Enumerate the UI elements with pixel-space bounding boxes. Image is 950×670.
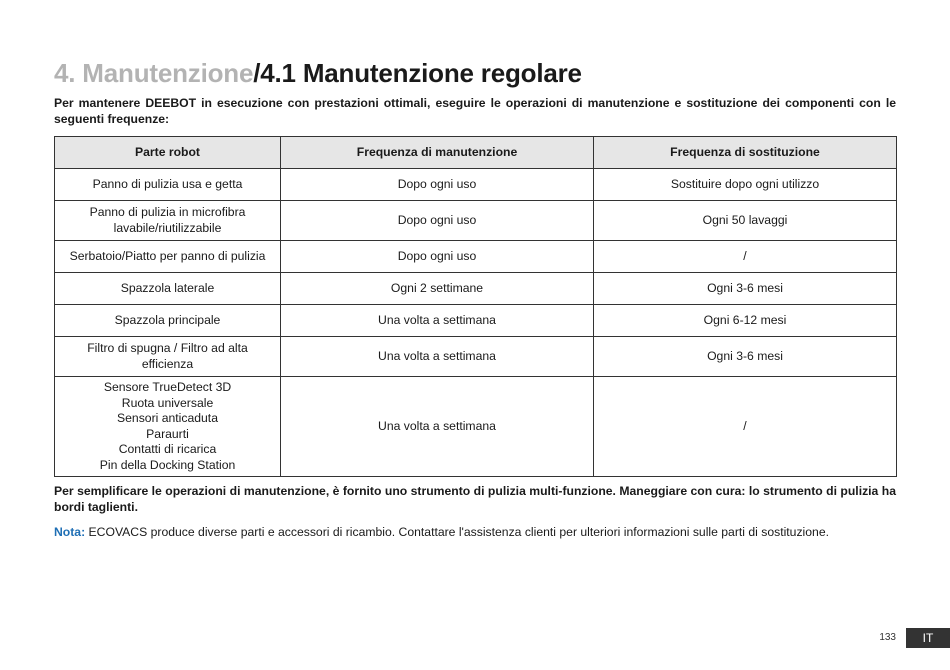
part-line: Sensore TrueDetect 3D [103,380,232,394]
part-line: Spazzola principale [114,312,221,327]
part-line: Contatti di ricarica [118,442,217,456]
cell-part [55,273,281,305]
cell-part [55,337,281,377]
page-title [54,58,582,89]
table-row [55,377,897,477]
part-line: Serbatoio/Piatto per panno di pulizia [69,248,266,263]
part-line: Ruota universale [121,395,214,410]
part-line: Panno di pulizia in microfibra [89,205,246,219]
cell-maintenance: Dopo ogni uso [281,201,594,241]
part-line: Paraurti [146,426,189,441]
table-row [55,241,897,273]
cell-replacement: Ogni 6-12 mesi [594,305,897,337]
table-row [55,337,897,377]
subsection-title: /4.1 Manutenzione regolare [253,58,582,88]
cell-part [55,377,281,477]
table-header-row [55,137,897,169]
part-line: efficienza [141,356,194,371]
cell-replacement: Sostituire dopo ogni utilizzo [594,169,897,201]
maintenance-table [54,136,897,477]
cell-replacement: Ogni 3-6 mesi [594,273,897,305]
language-badge: IT [906,628,950,648]
nota-text: ECOVACS produce diverse parti e accessori di ricambio. Contattare l'assistenza clienti per ulteriori informazioni sulle parti di sostituzione. [85,525,829,539]
cell-replacement: / [594,377,897,477]
part-line: Spazzola laterale [120,280,215,295]
table-row [55,305,897,337]
table-row [55,169,897,201]
cell-replacement: Ogni 3-6 mesi [594,337,897,377]
table-row [55,201,897,241]
part-line: Filtro di spugna / Filtro ad alta [87,341,248,355]
nota-label: Nota: [54,525,86,539]
table-row [55,273,897,305]
cell-maintenance: Una volta a settimana [281,337,594,377]
part-line: Pin della Docking Station [99,457,236,472]
header-maintenance: Frequenza di manutenzione [281,137,594,169]
part-line: Sensori anticaduta [117,411,218,425]
cell-part [55,201,281,241]
cell-replacement: Ogni 50 lavaggi [594,201,897,241]
cell-maintenance: Dopo ogni uso [281,241,594,273]
section-title: 4. Manutenzione [54,58,254,88]
cell-maintenance: Dopo ogni uso [281,169,594,201]
part-line: lavabile/riutilizzabile [113,220,222,235]
intro-text: Per mantenere DEEBOT in esecuzione con prestazioni ottimali, eseguire le operazioni di manutenzione e sostituzione dei componenti con le seguenti frequenze: [54,96,896,126]
cell-replacement: / [594,241,897,273]
nota-paragraph [54,524,896,540]
header-replacement: Frequenza di sostituzione [594,137,897,169]
page-number: 133 [879,632,896,643]
tool-warning-text: Per semplificare le operazioni di manutenzione, è fornito uno strumento di pulizia multi-funzione. Maneggiare con cura: lo strumento di pulizia ha bordi taglienti. [54,484,896,514]
cell-maintenance: Una volta a settimana [281,305,594,337]
header-part: Parte robot [55,137,281,169]
cell-maintenance: Una volta a settimana [281,377,594,477]
cell-part [55,305,281,337]
cell-part [55,169,281,201]
cell-maintenance: Ogni 2 settimane [281,273,594,305]
cell-part [55,241,281,273]
part-line: Panno di pulizia usa e getta [92,176,243,191]
